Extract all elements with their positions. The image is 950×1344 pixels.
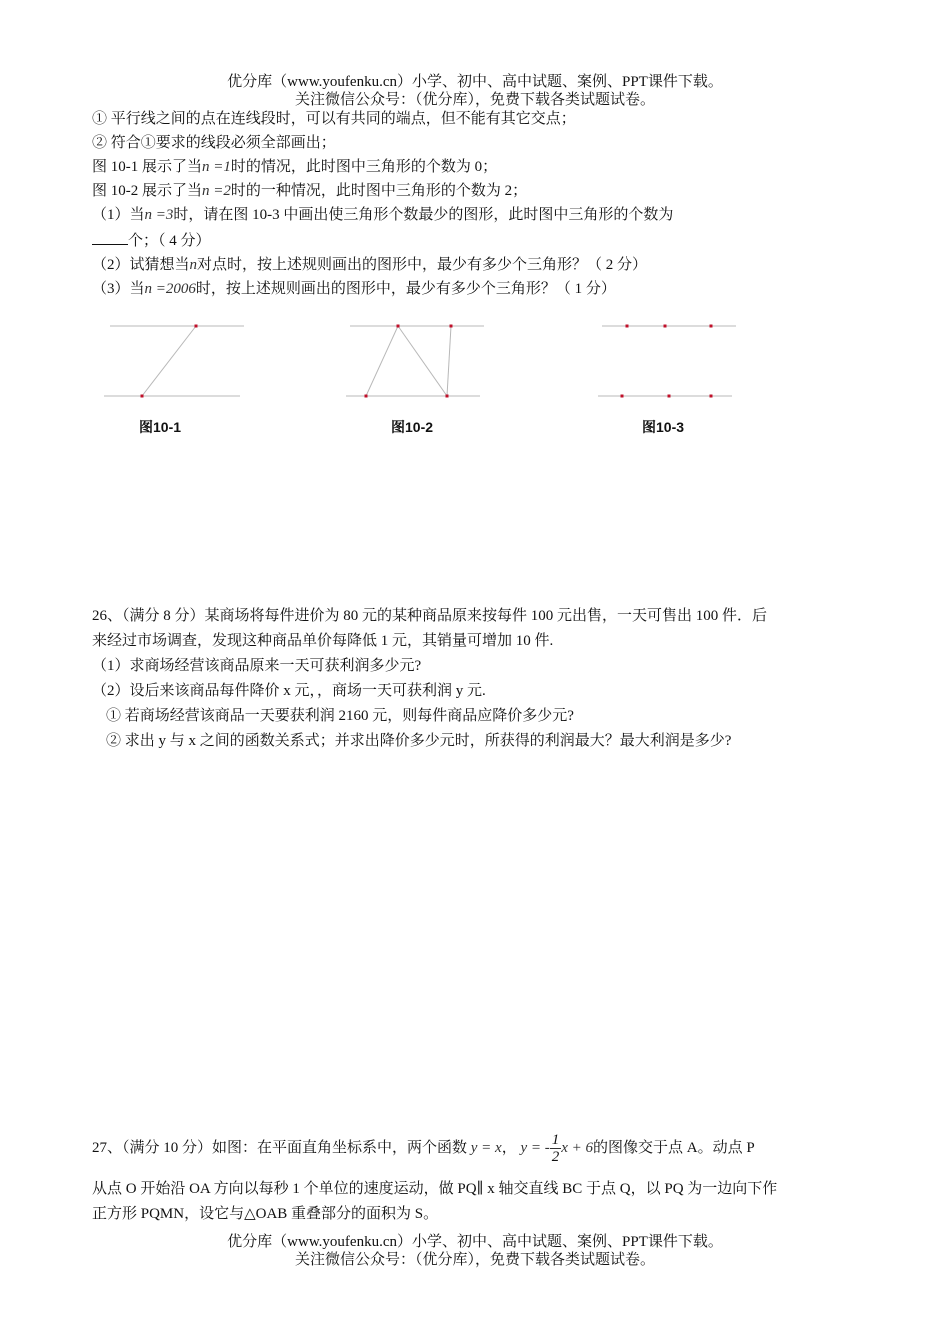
q27-separator: ， bbox=[501, 1140, 517, 1156]
q25-rule-1: ① 平行线之间的点在连线段时，可以有共同的端点，但不能有其它交点； bbox=[92, 111, 576, 127]
q26-part-2: （2）设后来该商品每件降价 x 元，，商场一天可获利润 y 元. bbox=[92, 683, 486, 699]
q25-p3-math: n =2006 bbox=[144, 281, 196, 297]
connecting-segment bbox=[447, 326, 451, 396]
point bbox=[668, 395, 671, 398]
point bbox=[664, 325, 667, 328]
q27-function-1: y = x bbox=[470, 1140, 502, 1156]
point bbox=[195, 325, 198, 328]
q25-p3-post: 时，按上述规则画出的图形中，最少有多少个三角形？（ 1 分） bbox=[195, 281, 616, 297]
q25-part-3 bbox=[92, 278, 616, 300]
figure-10-1 bbox=[100, 318, 250, 403]
connecting-segment bbox=[142, 326, 196, 396]
point bbox=[365, 395, 368, 398]
q25-fig1-post: 时的情况，此时图中三角形的个数为 0； bbox=[230, 159, 498, 175]
q27-line-2: 从点 O 开始沿 OA 方向以每秒 1 个单位的速度运动，做 PQ∥ x 轴交直线 BC 于点 Q，以 PQ 为一边向下作 bbox=[92, 1181, 778, 1197]
q27-pre: 27、（满分 10 分）如图：在平面直角坐标系中，两个函数 bbox=[92, 1140, 468, 1156]
q25-part-1-tail bbox=[92, 230, 211, 252]
q26-sub-2: ② 求出 y 与 x 之间的函数关系式；并求出降价多少元时，所获得的利润最大？最大利润是多少? bbox=[106, 733, 732, 749]
figure-10-2 bbox=[340, 318, 490, 403]
q25-part-1 bbox=[92, 204, 673, 226]
connecting-segment bbox=[366, 326, 398, 396]
q25-p1-pre: （1）当 bbox=[92, 207, 145, 223]
q27-function-2-suffix: x + 6 bbox=[561, 1140, 594, 1156]
fraction-denominator: 2 bbox=[551, 1149, 560, 1166]
q25-fig1-text bbox=[92, 156, 497, 178]
q25-rule-2: ② 符合①要求的线段必须全部画出； bbox=[92, 135, 336, 151]
figure-caption-10-1: 图10-1 bbox=[139, 419, 182, 435]
footer-line-2: 关注微信公众号：（优分库），免费下载各类试题试卷。 bbox=[294, 1252, 655, 1268]
q25-p3-pre: （3）当 bbox=[92, 281, 145, 297]
point bbox=[710, 325, 713, 328]
point bbox=[626, 325, 629, 328]
q25-fig2-math: n =2 bbox=[202, 183, 231, 199]
q25-p1-post: 时，请在图 10-3 中画出使三角形个数最少的图形，此时图中三角形的个数为 bbox=[173, 207, 674, 223]
q26-part-1: （1）求商场经营该商品原来一天可获利润多少元? bbox=[92, 658, 422, 674]
figure-caption-10-2: 图10-2 bbox=[391, 419, 434, 435]
q27-function-2-prefix: y = - bbox=[520, 1140, 550, 1156]
q25-p2-post: 对点时，按上述规则画出的图形中，最少有多少个三角形？（ 2 分） bbox=[197, 257, 648, 273]
q25-p2-pre: （2）试猜想当 bbox=[92, 257, 190, 273]
q25-p1-tail: 个；（ 4 分） bbox=[128, 233, 211, 249]
point bbox=[446, 395, 449, 398]
answer-blank[interactable] bbox=[92, 230, 128, 245]
q25-fig2-post: 时的一种情况，此时图中三角形的个数为 2； bbox=[230, 183, 528, 199]
q27-post: 的图像交于点 A。动点 P bbox=[593, 1140, 755, 1156]
q26-sub-1: ① 若商场经营该商品一天要获利润 2160 元，则每件商品应降价多少元? bbox=[106, 708, 574, 724]
q25-fig1-pre: 图 10-1 展示了当 bbox=[92, 159, 202, 175]
header-line-2: 关注微信公众号：（优分库），免费下载各类试题试卷。 bbox=[294, 92, 655, 108]
point bbox=[397, 325, 400, 328]
q25-p2-math: n bbox=[189, 257, 198, 273]
q25-p1-math: n =3 bbox=[144, 207, 174, 223]
point bbox=[710, 395, 713, 398]
q27-line-3: 正方形 PQMN，设它与△OAB 重叠部分的面积为 S。 bbox=[92, 1206, 439, 1222]
q25-fig2-pre: 图 10-2 展示了当 bbox=[92, 183, 202, 199]
figure-caption-10-3: 图10-3 bbox=[642, 419, 685, 435]
footer-line-1: 优分库（www.youfenku.cn）小学、初中、高中试题、案例、PPT课件下载。 bbox=[227, 1234, 723, 1250]
connecting-segment bbox=[398, 326, 447, 396]
point bbox=[621, 395, 624, 398]
point bbox=[141, 395, 144, 398]
figure-10-3 bbox=[592, 318, 742, 403]
fraction-one-half bbox=[550, 1132, 562, 1165]
q26-line-1: 26、（满分 8 分）某商场将每件进价为 80 元的某种商品原来按每件 100 元出售，一天可售出 100 件．后 bbox=[92, 608, 768, 624]
q25-fig2-text bbox=[92, 180, 527, 202]
q27-line-1 bbox=[92, 1128, 755, 1168]
fraction-numerator: 1 bbox=[551, 1132, 560, 1149]
header-line-1: 优分库（www.youfenku.cn）小学、初中、高中试题、案例、PPT课件下载。 bbox=[227, 74, 723, 90]
point bbox=[450, 325, 453, 328]
q26-line-2: 来经过市场调查，发现这种商品单价每降低 1 元，其销量可增加 10 件. bbox=[92, 633, 554, 649]
q25-fig1-math: n =1 bbox=[202, 159, 231, 175]
q25-part-2 bbox=[92, 254, 647, 276]
